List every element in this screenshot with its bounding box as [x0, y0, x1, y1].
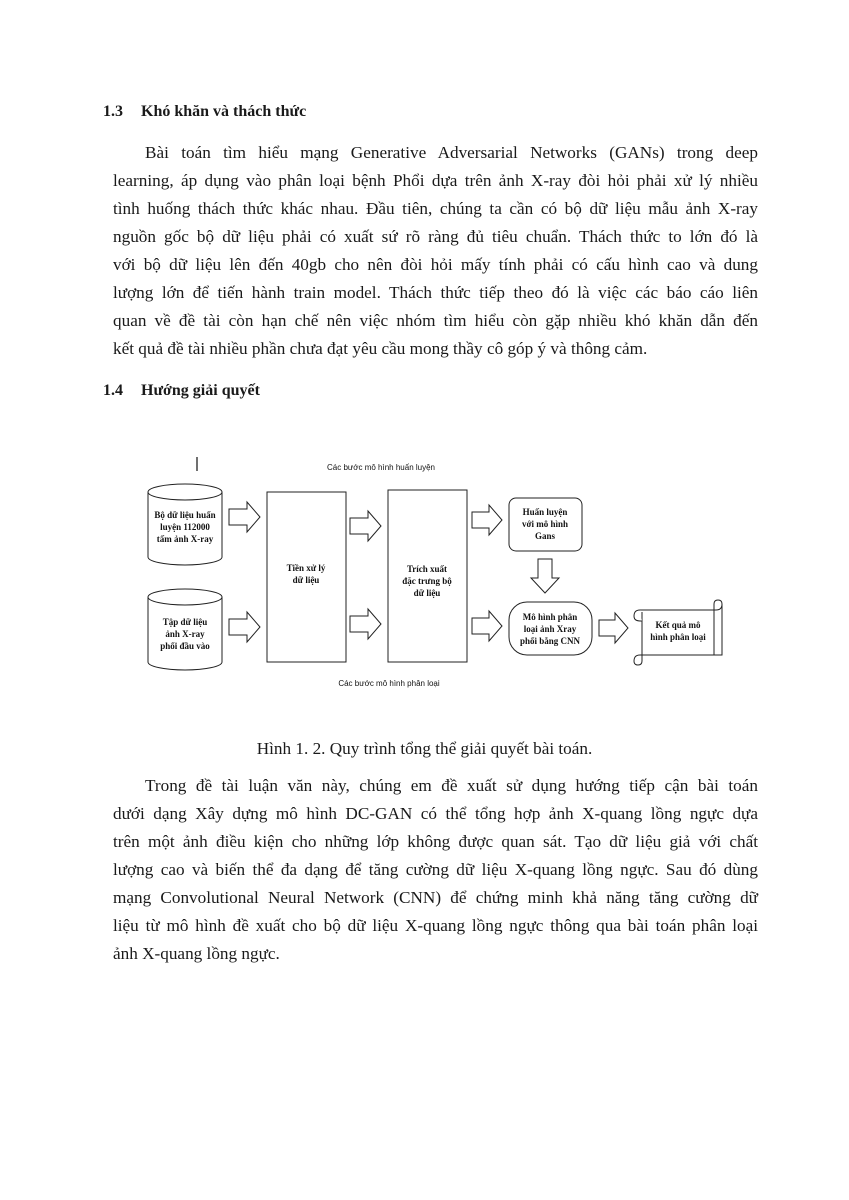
paragraph-line: lượng cao và biến thể đa dạng để tăng cường dữ liệu X-quang lồng ngực. Sau đó dùng [113, 860, 758, 879]
arrow-right-icon [229, 612, 260, 642]
paragraph-line: mạng Convolutional Neural Network (CNN) để chứng minh khả năng tăng cường dữ [113, 888, 758, 907]
db-input-line: phổi đầu vào [160, 641, 210, 651]
input-database-cylinder [148, 589, 222, 670]
gans-line: với mô hình [522, 519, 568, 529]
db-input-line: Tập dữ liệu [162, 617, 208, 627]
paragraph-line: quan về đề tài còn hạn chế nên việc nhóm tìm hiểu còn gặp nhiều khó khăn dẫn đến [113, 311, 758, 330]
cnn-line: loại ảnh Xray [523, 624, 577, 634]
paragraph-line: tình huống thách thức khác nhau. Đầu tiên, chúng ta cần có bộ dữ liệu mẫu ảnh X-ray [113, 199, 758, 218]
paragraph-line: Bài toán tìm hiểu mạng Generative Adversarial Networks (GANs) trong deep [145, 143, 758, 162]
result-line: hình phân loại [650, 632, 706, 642]
arrow-right-icon [229, 502, 260, 532]
bottom-label: Các bước mô hình phân loại [338, 679, 440, 688]
section-title: Hướng giải quyết [141, 382, 260, 399]
paragraph-line: kết quả đề tài nhiều phần chưa đạt yêu cầu mong thầy cô góp ý và thông cảm. [113, 339, 648, 358]
arrow-right-icon [472, 611, 502, 641]
arrow-right-icon [599, 613, 628, 643]
db-train-line: tấm ảnh X-ray [156, 534, 214, 544]
arrow-right-icon [472, 505, 502, 535]
preprocess-box [267, 492, 346, 662]
preprocess-line: dữ liệu [292, 575, 320, 585]
paragraph-line: nguồn gốc bộ dữ liệu phải có xuất sứ rõ ràng đủ tiêu chuẩn. Thách thức to lớn đó là [113, 227, 758, 246]
preprocess-line: Tiền xử lý [286, 563, 326, 573]
section-title: Khó khăn và thách thức [141, 103, 307, 120]
extract-line: đặc trưng bộ [402, 576, 452, 586]
extract-line: dữ liệu [413, 588, 441, 598]
paragraph-line: ảnh X-quang lồng ngực. [113, 944, 280, 963]
paragraph-line: lượng lớn để tiến hành train model. Thách thức tiếp theo đó là việc các báo cáo liên [113, 283, 758, 302]
section-number: 1.3 [103, 103, 123, 120]
section-number: 1.4 [103, 382, 123, 399]
db-train-line: Bộ dữ liệu huấn [154, 510, 216, 520]
db-input-line: ảnh X-ray [165, 629, 205, 639]
paragraph-line: Trong đề tài luận văn này, chúng em đề xuất sử dụng hướng tiếp cận bài toán [145, 776, 758, 795]
result-scroll [634, 600, 722, 665]
cnn-line: phổi bằng CNN [519, 636, 581, 646]
gans-line: Huấn luyện [522, 507, 568, 517]
cnn-line: Mô hình phân [522, 612, 578, 622]
arrow-right-icon [350, 511, 381, 541]
training-database-cylinder [148, 484, 222, 565]
arrow-right-icon [350, 609, 381, 639]
result-line: Kết quả mô [655, 620, 701, 630]
cnn-classifier-box [509, 602, 592, 655]
arrow-down-icon [531, 559, 559, 593]
feature-extraction-box [388, 490, 467, 662]
paragraph-line: learning, áp dụng vào phân loại bệnh Phổi dựa trên ảnh X-ray đòi hỏi phải xử lý nhiều [113, 171, 758, 190]
paragraph-line: trên một ảnh điều kiện cho những lớp không được quan sát. Tạo dữ liệu giả với chất [113, 832, 758, 851]
gans-line: Gans [534, 531, 556, 541]
paragraph-approach [113, 772, 758, 968]
figure-caption: Hình 1. 2. Quy trình tổng thể giải quyết bài toán. [256, 739, 593, 758]
paragraph-line: với bộ dữ liệu lên đến 40gb cho nên đòi hỏi mấy tính phải có cấu hình cao và dung [113, 255, 758, 274]
paragraph-line: liệu từ mô hình đề xuất cho bộ dữ liệu X-quang lồng ngực thông qua bài toán phân loại [113, 916, 758, 935]
paragraph-line: dưới dạng Xây dựng mô hình DC-GAN có thể tổng hợp ảnh X-quang lồng ngực dựa [113, 804, 758, 823]
gans-training-box [509, 498, 582, 551]
db-train-line: luyện 112000 [160, 522, 210, 532]
top-label: Các bước mô hình huấn luyện [327, 463, 435, 472]
extract-line: Trích xuất [406, 564, 448, 574]
